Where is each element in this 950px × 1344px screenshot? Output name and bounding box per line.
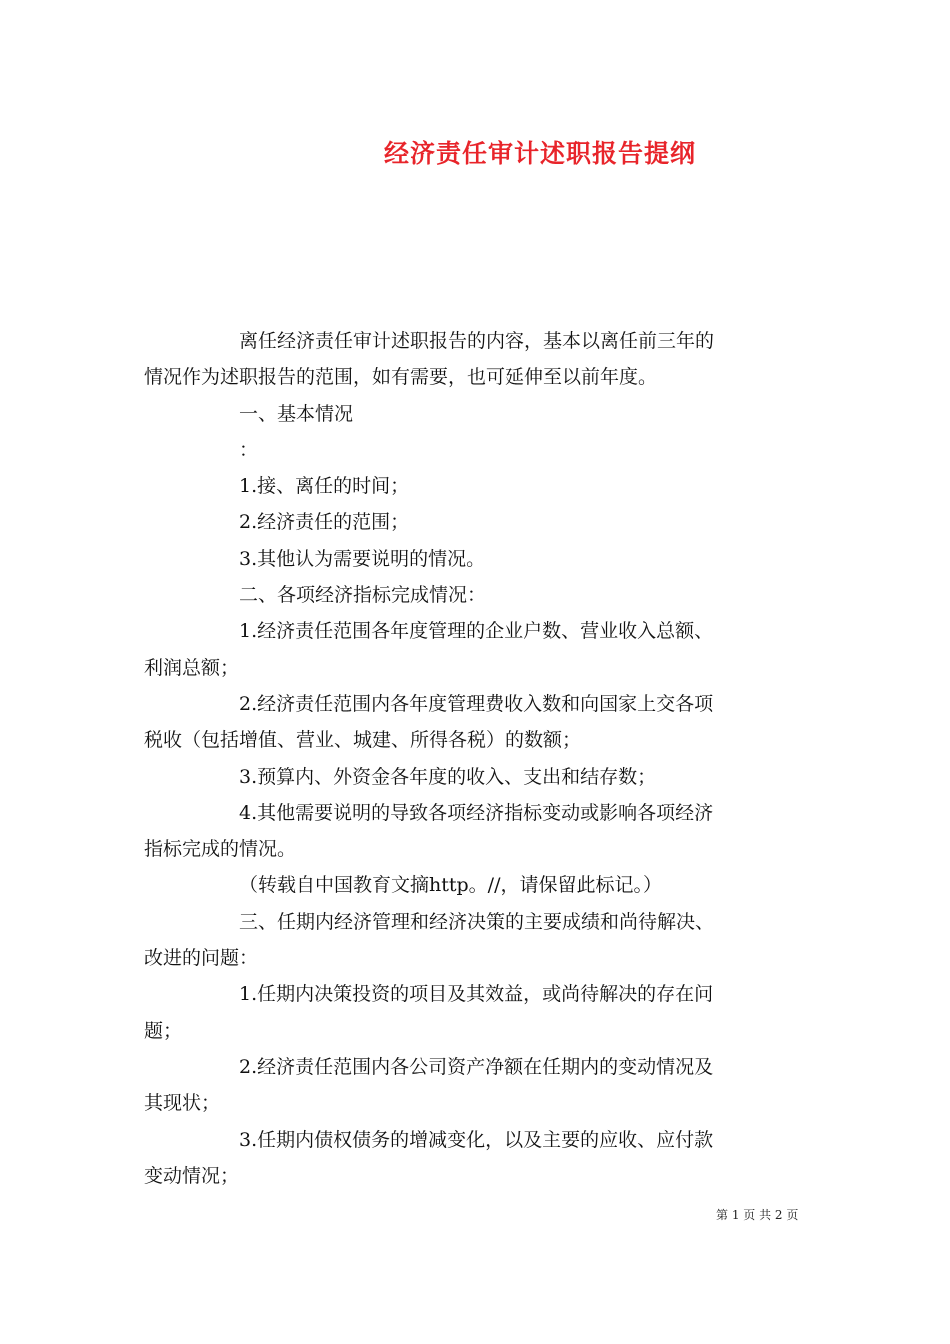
text-line: 2.经济责任的范围； xyxy=(239,511,410,534)
text-line: 题； xyxy=(144,1019,183,1042)
text-line: 2.经济责任范围内各年度管理费收入数和向国家上交各项 xyxy=(239,692,714,715)
text-line: 3.预算内、外资金各年度的收入、支出和结存数； xyxy=(239,765,657,788)
text-line: 离任经济责任审计述职报告的内容，基本以离任前三年的 xyxy=(239,330,715,352)
document-body xyxy=(144,323,806,1194)
text-line: 情况作为述职报告的范围，如有需要，也可延伸至以前年度。 xyxy=(144,366,658,389)
document-title: 经济责任审计述职报告提纲 xyxy=(383,139,696,168)
text-line: 1.接、离任的时间； xyxy=(239,475,410,498)
text-line: 1.经济责任范围各年度管理的企业户数、营业收入总额、 xyxy=(239,620,714,643)
text-line: 1.任期内决策投资的项目及其效益，或尚待解决的存在问 xyxy=(239,983,714,1006)
text-line: 指标完成的情况。 xyxy=(144,838,297,861)
text-line: 变动情况； xyxy=(144,1164,240,1187)
text-line: 2.经济责任范围内各公司资产净额在任期内的变动情况及 xyxy=(239,1055,714,1078)
text-line: 3.任期内债权债务的增减变化，以及主要的应收、应付款 xyxy=(239,1128,714,1151)
text-line: 一、基本情况 xyxy=(239,402,354,425)
page-footer: 第 1 页 共 2 页 xyxy=(716,1208,799,1222)
text-line: ： xyxy=(239,438,259,461)
text-line: （转载自中国教育文摘http。//，请保留此标记。） xyxy=(239,874,662,897)
text-line: 三、任期内经济管理和经济决策的主要成绩和尚待解决、 xyxy=(239,910,715,933)
text-line: 4.其他需要说明的导致各项经济指标变动或影响各项经济 xyxy=(239,801,714,824)
text-line: 改进的问题： xyxy=(144,947,259,970)
text-line: 税收（包括增值、营业、城建、所得各税）的数额； xyxy=(144,729,582,752)
text-line: 3.其他认为需要说明的情况。 xyxy=(239,547,486,570)
text-line: 二、各项经济指标完成情况： xyxy=(239,584,487,607)
text-line: 利润总额； xyxy=(144,656,240,679)
text-line: 其现状； xyxy=(144,1092,221,1115)
